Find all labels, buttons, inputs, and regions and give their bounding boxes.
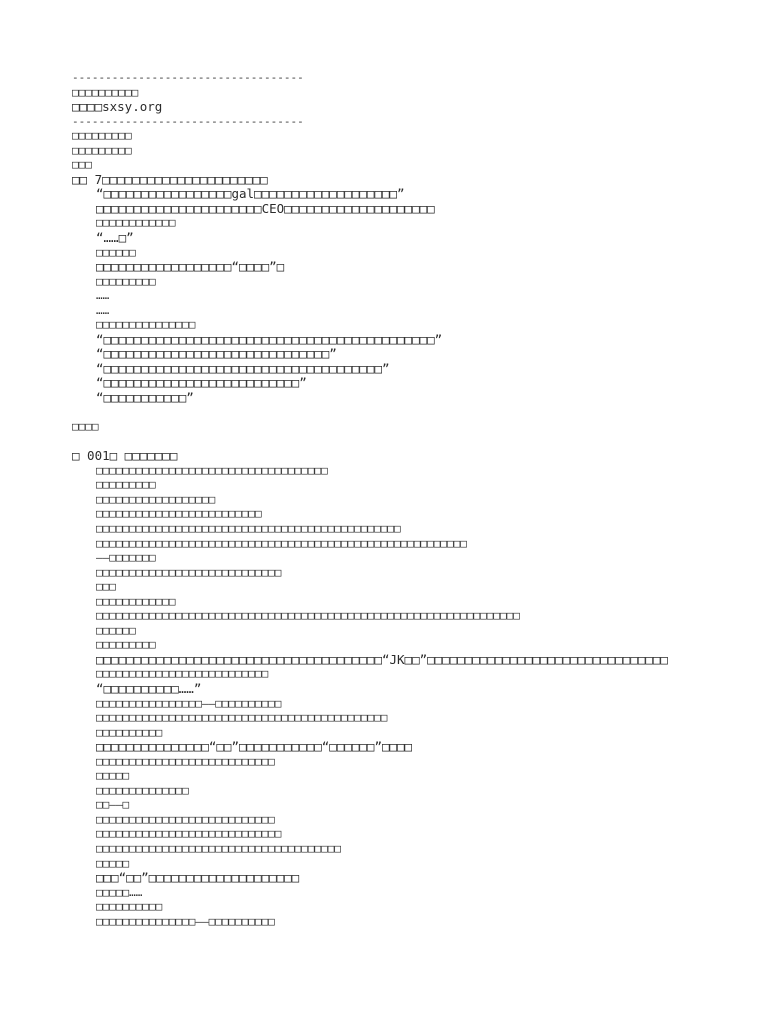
section-label: □□□□ xyxy=(72,420,99,434)
intro-paragraph: …… xyxy=(96,303,110,317)
chapter-line: □□□□□□□□□□ xyxy=(96,900,163,914)
chapter-line: □□□□□ xyxy=(96,769,130,783)
chapter-line: □□□□□□□□□□ xyxy=(96,725,163,739)
intro-paragraph: □□□□□□□□□ xyxy=(96,274,156,288)
blank-line xyxy=(72,406,752,421)
chapter-line: □□□□□□□□□□□□□□□□□□□□□□□□□□□□ xyxy=(96,827,282,841)
intro-paragraph: □□□□□□□□□□□□□□□□□□“□□□□”□ xyxy=(96,260,285,275)
intro-line: □□□□□□□□□ xyxy=(72,129,132,143)
chapter-line: □□□□□□□□□□□□□□□——□□□□□□□□□□ xyxy=(96,914,275,928)
intro-line: □□□□□□□□□ xyxy=(72,143,132,157)
intro-line: □□ 7□□□□□□□□□□□□□□□□□□□□□□ xyxy=(72,172,268,187)
intro-paragraph: “□□□□□□□□□□□” xyxy=(96,391,194,406)
chapter-line: □□□□□□□□□□□□□□□□□□□□□□□□□□ xyxy=(96,667,269,681)
intro-paragraph: □□□□□□□□□□□□□□□□□□□□□□CEO□□□□□□□□□□□□□□□□□□□□ xyxy=(96,201,435,216)
chapter-line: □□□□□□□□□□□□□□□□□□□□□□□□□□□□□□□□□□□□□ xyxy=(96,841,342,855)
chapter-line: □□□ xyxy=(96,580,116,594)
blank-line xyxy=(72,435,752,450)
intro-paragraph: …… xyxy=(96,289,110,303)
chapter-line: □□□□□□□□□□□□□□□□□□□□□□□□□□□□□□□□□□□□□□□□□□□□□□□□□□□□□□□□□□□□□□□□ xyxy=(96,609,520,623)
intro-paragraph: “□□□□□□□□□□□□□□□□□□□□□□□□□□□□□□” xyxy=(96,347,337,362)
chapter-line: □□□□□□□□□□□□□□□□□□□□□□□□□ xyxy=(96,507,262,521)
chapter-line: □□□□□□□□□□□□□□□□□□□□□□□□□□□□ xyxy=(96,565,282,579)
chapter-line: □□□□□□□□□□□□□□□□□□□□□□□□□□□ xyxy=(96,754,275,768)
chapter-line: “□□□□□□□□□□……” xyxy=(96,681,202,696)
intro-paragraph: “□□□□□□□□□□□□□□□□□gal□□□□□□□□□□□□□□□□□□□” xyxy=(96,187,405,202)
chapter-title: □ 001□ □□□□□□□ xyxy=(72,449,178,464)
chapter-line: □□——□ xyxy=(96,798,130,812)
intro-paragraph: “□□□□□□□□□□□□□□□□□□□□□□□□□□□□□□□□□□□□□□□□□□□□” xyxy=(96,332,443,347)
intro-paragraph: □□□□□□□□□□□□ xyxy=(96,216,176,230)
header-line: □□□□□□□□□□ xyxy=(72,85,139,99)
chapter-body xyxy=(72,464,752,930)
chapter-line: □□□□□…… xyxy=(96,885,143,899)
chapter-line: □□□□□□□□□□□□□□□□□□□□□□□□□□□□□□□□□□□□□□□□□□□□□□□□□□□□□□□□ xyxy=(96,536,467,550)
intro-paragraph: “□□□□□□□□□□□□□□□□□□□□□□□□□□” xyxy=(96,376,307,391)
chapter-line: □□□□□□□□□□□□ xyxy=(96,594,176,608)
chapter-line: ——□□□□□□□ xyxy=(96,551,156,565)
chapter-line: □□□□□□□□□□□□□□□□□□□□□□□□□□□ xyxy=(96,812,275,826)
intro-paragraph: □□□□□□ xyxy=(96,245,136,259)
intro-paragraph: □□□□□□□□□□□□□□□ xyxy=(96,318,196,332)
intro-line: □□□ xyxy=(72,158,92,172)
chapter-line: □□□□□□ xyxy=(96,623,136,637)
chapter-line: □□□□□□□□□□□□□□□□□□□□□□□□□□□□□□□□□□□ xyxy=(96,463,328,477)
chapter-line: □□□□□□□□□ xyxy=(96,478,156,492)
chapter-line: □□□□□□□□□□□□□□□□——□□□□□□□□□□ xyxy=(96,696,282,710)
chapter-line: □□□□□□□□□□□□□□ xyxy=(96,783,189,797)
chapter-line: □□□□□□□□□□□□□□□□□□□□□□□□□□□□□□□□□□□□□□□□□□□□ xyxy=(96,711,388,725)
chapter-line: □□□“□□”□□□□□□□□□□□□□□□□□□□□ xyxy=(96,871,300,886)
separator-line-top: ----------------------------------- xyxy=(72,71,304,84)
chapter-line: □□□□□□□□□□□□□□□□□□ xyxy=(96,492,216,506)
intro-paragraph: “□□□□□□□□□□□□□□□□□□□□□□□□□□□□□□□□□□□□□” xyxy=(96,361,390,376)
site-line: □□□□sxsy.org xyxy=(72,100,163,115)
chapter-line: □□□□□ xyxy=(96,856,130,870)
chapter-line: □□□□□□□□□ xyxy=(96,638,156,652)
chapter-line: □□□□□□□□□□□□□□□□□□□□□□□□□□□□□□□□□□□□□□“JK□□”□□□□□□□□□□□□□□□□□□□□□□□□□□□□□□□□ xyxy=(96,652,668,667)
chapter-line: □□□□□□□□□□□□□□□“□□”□□□□□□□□□□□“□□□□□□”□□□□ xyxy=(96,740,413,755)
chapter-line: □□□□□□□□□□□□□□□□□□□□□□□□□□□□□□□□□□□□□□□□□□□□□□ xyxy=(96,521,401,535)
intro-paragraph: “……□” xyxy=(96,231,134,246)
separator-line-bottom: ----------------------------------- xyxy=(72,114,304,128)
